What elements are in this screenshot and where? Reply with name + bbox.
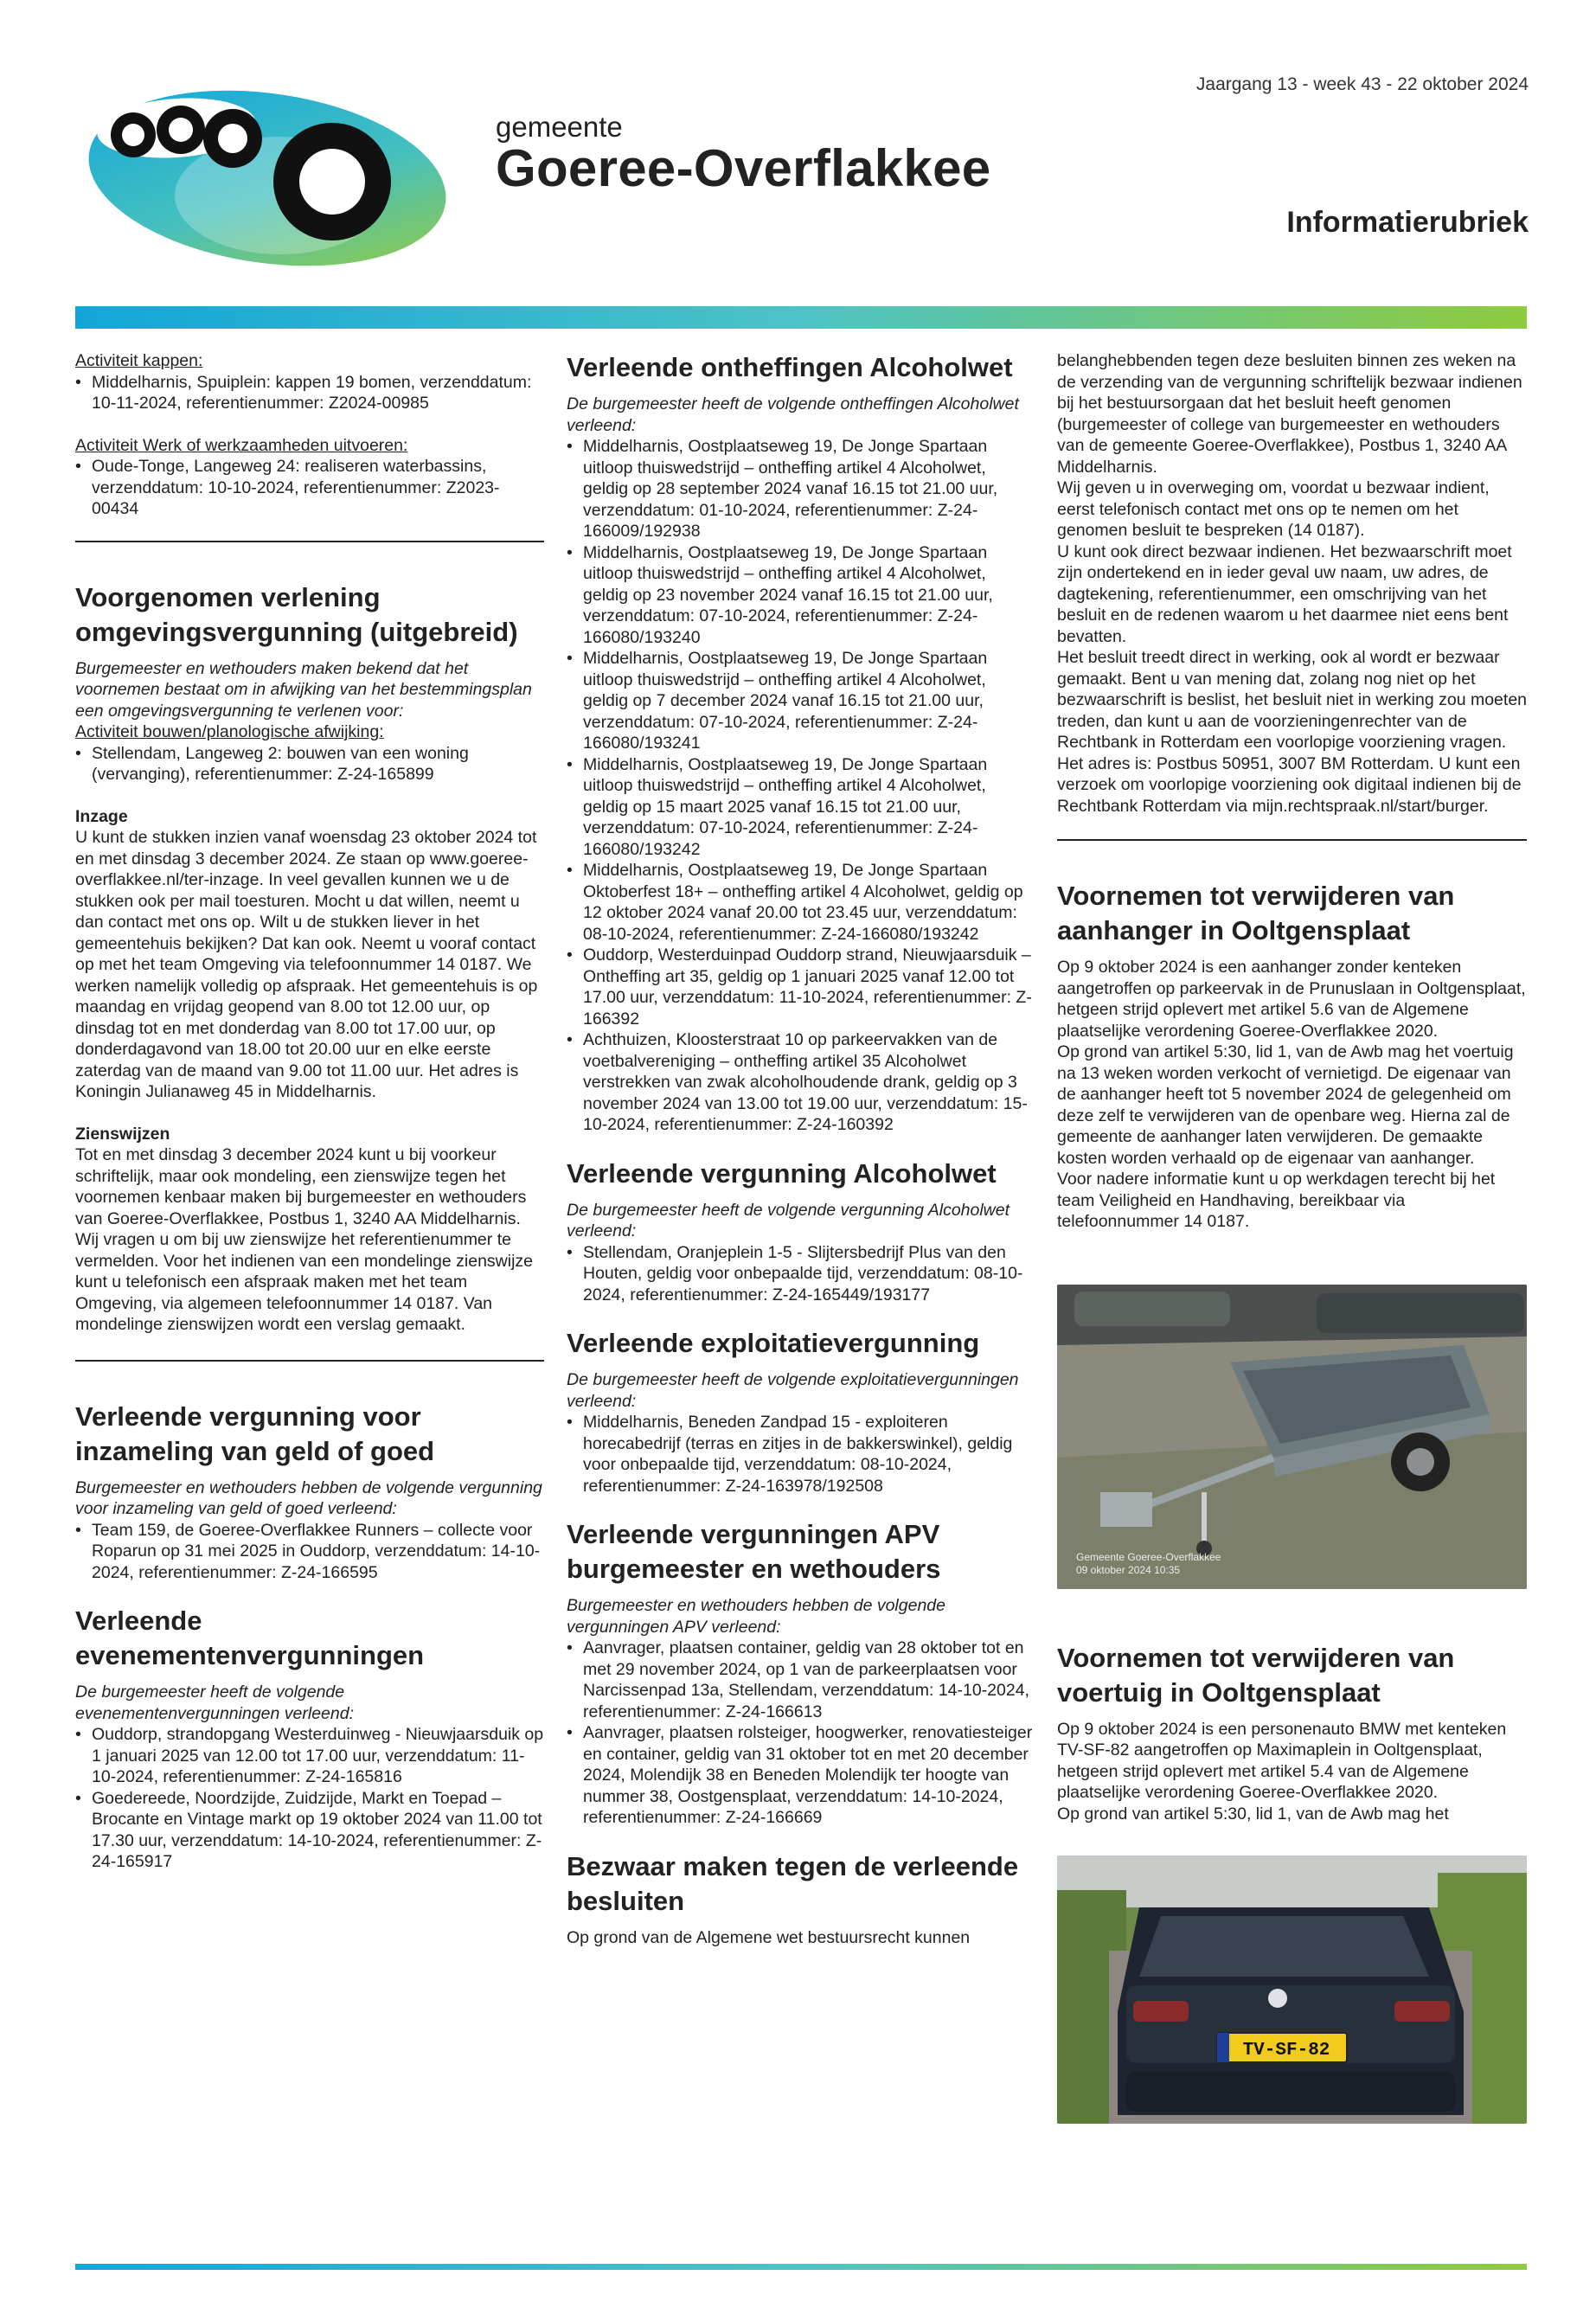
paragraph: Tot en met dinsdag 3 december 2024 kunt u bij voorkeur schriftelijk, maar ook mondeling, een zienswijze tegen het voornemen kenbaar maken bij burgemeester en wethouders van Goeree-Overflakkee, Postbus 1, 3240 AA Middelharnis. Wij vragen u om bij uw zienswijze het referentienummer te vermelden. Voor het indienen van een mondelinge zienswijze kunt u telefonisch een afspraak maken met het team Omgeving, via algemeen telefoonnummer 14 0187. Van mondelinge zienswijzen wordt een verslag gemaakt.: [75, 1145, 534, 1334]
list: [75, 456, 544, 520]
subheading: Zienswijzen: [75, 1124, 170, 1144]
section-title: Voornemen tot verwijderen van aanhanger in Ooltgensplaat: [1057, 881, 1455, 945]
footer-gradient-bar: [75, 2264, 1527, 2270]
divider: [75, 541, 544, 542]
header-gradient-bar: [75, 306, 1527, 329]
photo-caption-line: Gemeente Goeree-Overflakkee: [1076, 1550, 1221, 1563]
section-intro: Burgemeester en wethouders maken bekend dat het voornemen bestaat om in afwijking van het bestemmingsplan een omgevingsvergunning te verlenen voor:: [75, 658, 532, 721]
list-item: • Stellendam, Langeweg 2: bouwen van een woning (vervanging), referentienummer: Z-24-165899: [75, 743, 544, 785]
paragraph: Het besluit treedt direct in werking, ook al wordt er bezwaar gemaakt. Bent u van mening dat, zolang nog niet op het bezwaarschrift is beslist, het besluit niet in werking zou moeten treden, dan kunt u aan de voorzieningenrechter van de Rechtbank in Rotterdam een voorlopige voorziening vragen. Het adres is: Postbus 50951, 3007 BM Rotterdam. U kunt een verzoek om voorlopige voorziening ook digitaal indienen bij de Rechtbank Rotterdam via mijn.rechtspraak.nl/start/burger.: [1057, 648, 1527, 816]
list-item: • Ouddorp, Westerduinpad Ouddorp strand, Nieuwjaarsduik – Ontheffing art 35, geldig op 1 januari 2025 vanaf 12.00 tot 17.00 uur, verzenddatum: 11-10-2024, referentienummer: Z-166392: [567, 945, 1034, 1029]
list-item: • Achthuizen, Kloosterstraat 10 op parkeervakken van de voetbalvereniging – ontheffing artikel 35 Alcoholwet verstrekken van zwak alcoholhoudende drank, geldig op 3 november 2024 van 13.00 tot 19.00 uur, verzenddatum: 15-10-2024, referentienummer: Z-24-160392: [567, 1029, 1034, 1136]
section-title: Voorgenomen verlening omgevingsvergunning (uitgebreid): [75, 581, 518, 647]
column-2: [567, 350, 1034, 2258]
license-plate: TV-SF-82: [1242, 2041, 1330, 2061]
section-intro: Burgemeester en wethouders hebben de volgende vergunning voor inzameling van geld of goed verleend:: [75, 1477, 542, 1518]
activity-heading: Activiteit kappen:: [75, 351, 203, 370]
divider: [75, 1360, 544, 1362]
list-item: • Aanvrager, plaatsen container, geldig van 28 oktober tot en met 29 november 2024, op 1 van de parkeerplaatsen voor Narcissenpad 13a, Stellendam, verzenddatum: 14-10-2024, referentienummer: Z-24-166613: [567, 1638, 1034, 1722]
section-title: Voornemen tot verwijderen van voertuig in Ooltgensplaat: [1057, 1642, 1455, 1708]
paragraph: Op 9 oktober 2024 is een personenauto BMW met kenteken TV-SF-82 aangetroffen op Maximaplein in Ooltgensplaat, hetgeen strijd oplevert met artikel 5.4 van de Algemene plaatselijke verordening Goeree-Overflakkee 2020.: [1057, 1719, 1507, 1802]
trailer-illustration: [1057, 1285, 1527, 1589]
list-item: • Middelharnis, Oostplaatseweg 19, De Jonge Spartaan uitloop thuiswedstrijd – ontheffing artikel 4 Alcoholwet, geldig op 7 december 2024 vanaf 16.15 tot 21.00 uur, verzenddatum: 07-10-2024, referentienummer: Z-24-166080/193241: [567, 648, 1034, 754]
paragraph: Voor nadere informatie kunt u op werkdagen terecht bij het team Veiligheid en Handhaving, bereikbaar via telefoonnummer 14 0187.: [1057, 1170, 1496, 1231]
list: [75, 743, 544, 785]
list-item: • Middelharnis, Oostplaatseweg 19, De Jonge Spartaan uitloop thuiswedstrijd – ontheffing artikel 4 Alcoholwet, geldig op 15 maart 2025 vanaf 16.15 tot 21.00 uur, verzenddatum: 07-10-2024, referentienummer: Z-24-166080/193242: [567, 754, 1034, 861]
section-intro: De burgemeester heeft de volgende vergunning Alcoholwet verleend:: [567, 1200, 1010, 1240]
paragraph: U kunt ook direct bezwaar indienen. Het bezwaarschrift moet zijn ondertekend en in ieder geval uw naam, uw adres, de dagtekening, referentienummer, een omschrijving van het besluit en de redenen waarom u het daarmee niet eens bent bevatten.: [1057, 542, 1512, 646]
section-title: Verleende vergunningen APV burgemeester en wethouders: [567, 1519, 941, 1584]
section-title: Verleende ontheffingen Alcoholwet: [567, 352, 1013, 382]
paragraph: Op grond van artikel 5:30, lid 1, van de Awb mag het voertuig na 13 weken worden verkocht of vernietigd. De eigenaar van de aanhanger heeft tot 5 november 2024 de gelegenheid om deze zelf te verwijderen van de openbare weg. Hierna zal de gemeente de aanhanger laten verwijderen. De gemaakte kosten worden verhaald op de eigenaar van aanhanger.: [1057, 1042, 1514, 1168]
list-item: • Ouddorp, strandopgang Westerduinweg - Nieuwjaarsduik op 1 januari 2025 van 12.00 tot 17.00 uur, verzenddatum: 11-10-2024, referentienummer: Z-24-165816: [75, 1724, 544, 1788]
list-item: • Middelharnis, Oostplaatseweg 19, De Jonge Spartaan uitloop thuiswedstrijd – ontheffing artikel 4 Alcoholwet, geldig op 23 november 2024 vanaf 16.15 tot 21.00 uur, verzenddatum: 07-10-2024, referentienummer: Z-24-166080/193240: [567, 542, 1034, 649]
list-item: • Middelharnis, Spuiplein: kappen 19 bomen, verzenddatum: 10-11-2024, referentienummer: Z2024-00985: [75, 372, 544, 414]
list: [75, 1520, 544, 1584]
trailer-photo: [1057, 1285, 1527, 1589]
activity-heading: Activiteit Werk of werkzaamheden uitvoeren:: [75, 435, 408, 455]
municipality-logo: [73, 76, 453, 271]
section-title: Verleende vergunning voor inzameling van geld of goed: [75, 1400, 435, 1466]
section-title: Verleende exploitatievergunning: [567, 1328, 980, 1358]
photo-caption: [1076, 1551, 1221, 1577]
list-item: • Oude-Tonge, Langeweg 24: realiseren waterbassins, verzenddatum: 10-10-2024, referentienummer: Z2023-00434: [75, 456, 544, 520]
car-illustration: [1057, 1856, 1527, 2124]
brand-sub: gemeente: [496, 111, 623, 143]
dateline: Jaargang 13 - week 43 - 22 oktober 2024: [1195, 74, 1529, 94]
list: [75, 1724, 544, 1873]
paragraph: Op grond van de Algemene wet bestuursrecht kunnen: [567, 1927, 971, 1947]
column-1: [75, 350, 544, 2258]
paragraph: Op 9 oktober 2024 is een aanhanger zonder kenteken aangetroffen op parkeervak in de Prunuslaan in Ooltgensplaat, hetgeen strijd oplevert met artikel 5.6 van de Algemene plaatselijke verordening Goeree-Overflakkee 2020.: [1057, 958, 1526, 1041]
paragraph: Wij geven u in overweging om, voordat u bezwaar indient, eerst telefonisch contact met ons op te nemen om het genomen besluit te bespreken (14 0187).: [1057, 478, 1490, 540]
list-item: • Middelharnis, Beneden Zandpad 15 - exploiteren horecabedrijf (terras en zitjes in de bakkerswinkel), geldig voor onbepaalde tijd, verzenddatum: 08-10-2024, referentienummer: Z-24-163978/192508: [567, 1412, 1034, 1497]
column-3: [1057, 350, 1527, 2258]
list: [567, 436, 1034, 1136]
list: [75, 372, 544, 414]
activity-heading: Activiteit bouwen/planologische afwijking:: [75, 722, 384, 741]
section-title: Bezwaar maken tegen de verleende besluiten: [567, 1850, 1019, 1916]
paragraph: Op grond van artikel 5:30, lid 1, van de Awb mag het: [1057, 1804, 1449, 1823]
section-label: Informatierubriek: [1286, 206, 1529, 239]
list-item: • Stellendam, Oranjeplein 1-5 - Slijtersbedrijf Plus van den Houten, geldig voor onbepaalde tijd, verzenddatum: 08-10-2024, referentienummer: Z-24-165449/193177: [567, 1242, 1034, 1306]
photo-caption-line: 09 oktober 2024 10:35: [1076, 1563, 1181, 1576]
list-item: • Middelharnis, Oostplaatseweg 19, De Jonge Spartaan uitloop thuiswedstrijd – ontheffing artikel 4 Alcoholwet, geldig op 28 september 2024 vanaf 16.15 tot 21.00 uur, verzenddatum: 01-10-2024, referentienummer: Z-24-166009/192938: [567, 436, 1034, 542]
section-intro: Burgemeester en wethouders hebben de volgende vergunningen APV verleend:: [567, 1596, 945, 1637]
paragraph: U kunt de stukken inzien vanaf woensdag 23 oktober 2024 tot en met dinsdag 3 december 2024. Ze staan op www.goeree-overflakkee.nl/ter-inzage. In veel gevallen kunnen we u de stukken ook per mail toesturen. Mocht u dat willen, neemt u dan contact met ons op. Wilt u de stukken liever in het gemeentehuis bekijken? Dat kan ook. Neemt u vooraf contact op met het team Omgeving via telefoonnummer 14 0187. We werken namelijk volledig op afspraak. Het gemeentehuis is op maandag en vrijdag geopend van 8.00 tot 12.00 uur, op dinsdag tot en met donderdag van 8.00 tot 17.00 uur, op donderdagavond van 18.00 tot 20.00 uur en elke eerste zaterdag van de maand van 9.00 tot 11.00 uur. Het adres is Koningin Julianaweg 45 in Middelharnis.: [75, 828, 538, 1101]
brand-name: Goeree-Overflakkee: [496, 139, 991, 197]
list-item: • Goedereede, Noordzijde, Zuidzijde, Markt en Toepad – Brocante en Vintage markt op 19 oktober 2024 van 11.00 tot 17.30 uur, verzenddatum: 14-10-2024, referentienummer: Z-24-165917: [75, 1788, 544, 1873]
divider: [1057, 839, 1527, 841]
list: [567, 1242, 1034, 1306]
list-item: • Aanvrager, plaatsen rolsteiger, hoogwerker, renovatiesteiger en container, geldig van 31 oktober tot en met 20 december 2024, Molendijk 38 en Beneden Molendijk ter hoogte van nummer 38, Oostgensplaat, verzenddatum: 14-10-2024, referentienummer: Z-24-166669: [567, 1722, 1034, 1829]
section-intro: De burgemeester heeft de volgende exploitatievergunningen verleend:: [567, 1370, 1019, 1411]
paragraph: belanghebbenden tegen deze besluiten binnen zes weken na de verzending van de vergunning schriftelijk bezwaar indienen bij het bestuursorgaan dat het besluit heeft genomen (burgemeester of college van burgemeester en wethouders van de gemeente Goeree-Overflakkee), Postbus 1, 3240 AA Middelharnis.: [1057, 351, 1522, 477]
section-title: Verleende vergunning Alcoholwet: [567, 1157, 997, 1189]
car-photo: [1057, 1856, 1527, 2124]
section-intro: De burgemeester heeft de volgende evenementenvergunningen verleend:: [75, 1682, 354, 1723]
subheading: Inzage: [75, 806, 128, 826]
section-title: Verleende evenementenvergunningen: [75, 1606, 425, 1670]
list-item: • Middelharnis, Oostplaatseweg 19, De Jonge Spartaan Oktoberfest 18+ – ontheffing artikel 4 Alcoholwet, geldig op 12 oktober 2024 vanaf 20.00 tot 23.45 uur, verzenddatum: 08-10-2024, referentienummer: Z-24-166080/193242: [567, 860, 1034, 945]
list-item: • Team 159, de Goeree-Overflakkee Runners – collecte voor Roparun op 31 mei 2025 in Ouddorp, verzenddatum: 14-10-2024, referentienummer: Z-24-166595: [75, 1520, 544, 1584]
section-intro: De burgemeester heeft de volgende ontheffingen Alcoholwet verleend:: [567, 394, 1019, 435]
list: [567, 1638, 1034, 1829]
list: [567, 1412, 1034, 1497]
